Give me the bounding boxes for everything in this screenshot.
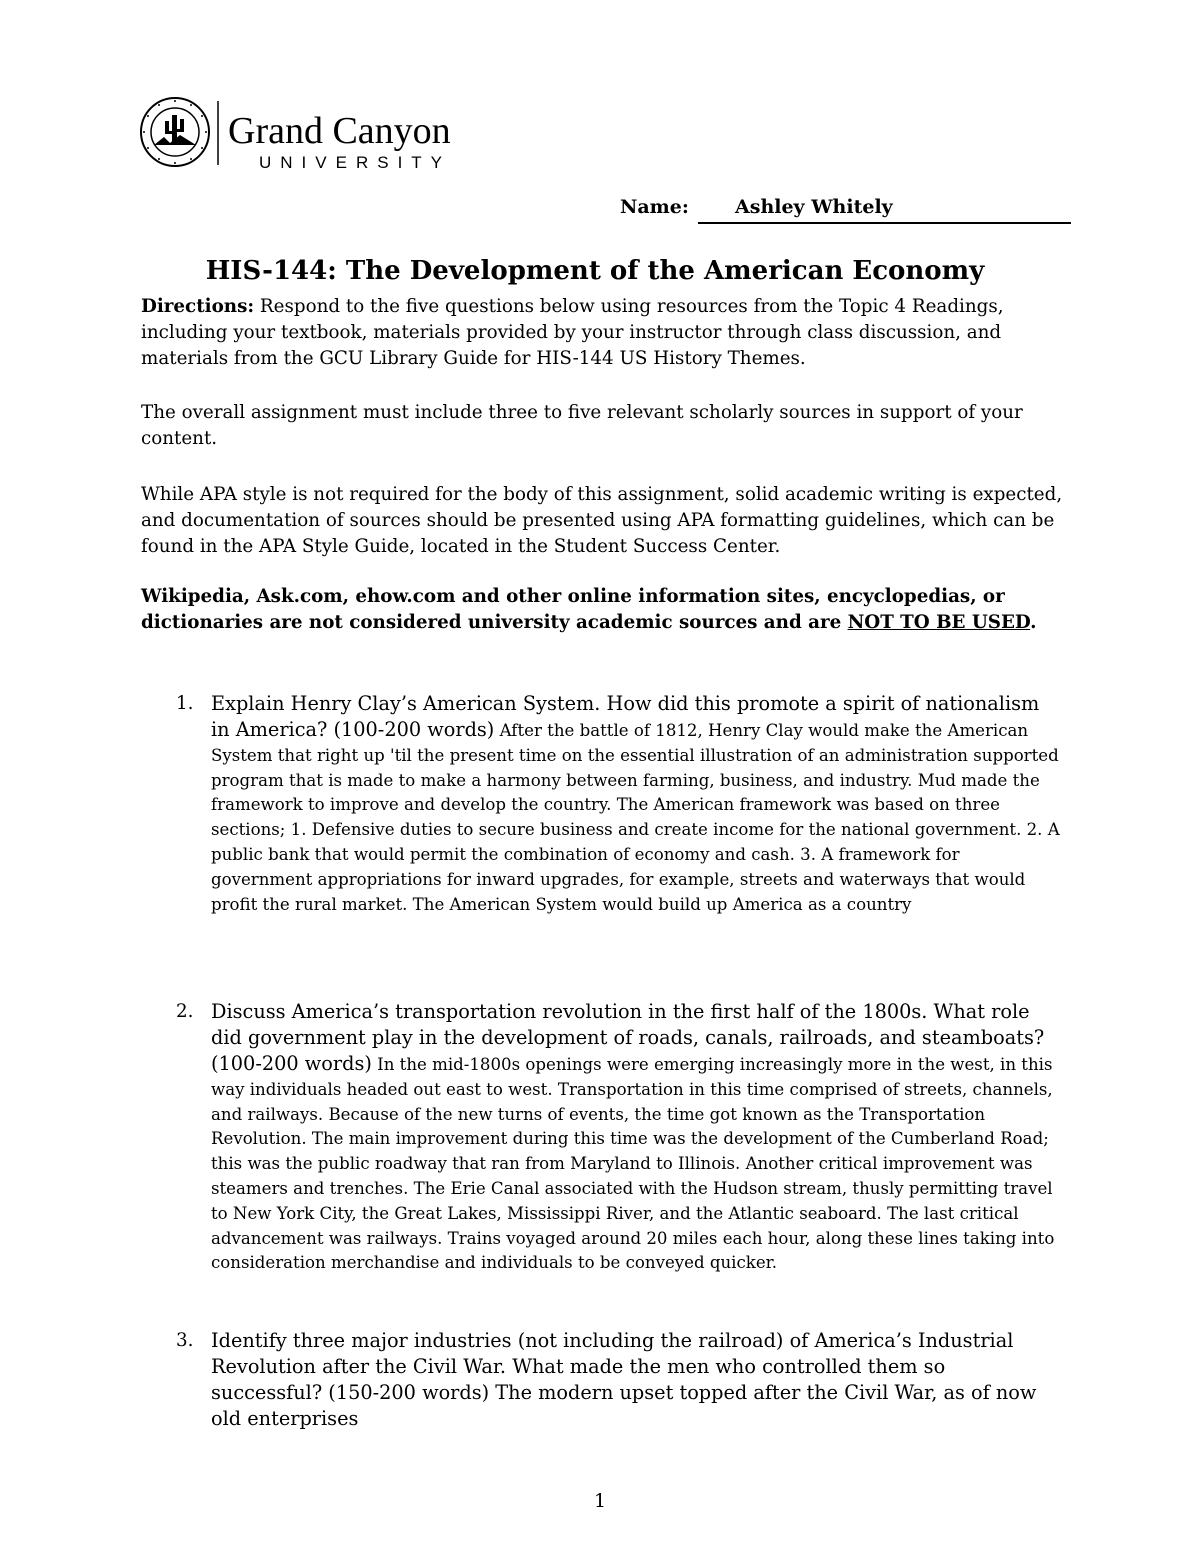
apa-paragraph: While APA style is not required for the body of this assignment, solid academic writing is expected, and documentation of sources should be presented using APA formatting guidelines, which can be found in the APA Style Guide, located in the Student Success Center.: [141, 484, 1063, 557]
university-seal-icon: [138, 95, 498, 170]
logo-wordmark: Grand Canyon: [228, 110, 451, 152]
warning-end: .: [1030, 612, 1037, 633]
document-title: HIS-144: The Development of the American Economy: [205, 256, 985, 286]
warning-emphasis: NOT TO BE USED: [847, 612, 1031, 633]
question-answer: After the battle of 1812, Henry Clay would make the American System that right up 'til the present time on the essential illustration of an administration supported program that is made to make a harmony between farming, business, and industry. Mud made the framework to improve and develop the country. The American framework was based on three sections; 1. Defensive duties to secure business and create income for the national government. 2. A public bank that would permit the combination of economy and cash. 3. A framework for government appropriations for inward upgrades, for example, streets and waterways that would profit the rural market. The American System would build up America as a country: [211, 721, 1060, 914]
question-body: [211, 1328, 1061, 1433]
warning-paragraph: [141, 584, 1081, 636]
question-number: 3.: [176, 1330, 194, 1351]
question-number: 1.: [176, 693, 194, 714]
question-prompt: Identify three major industries (not including the railroad) of America’s Industrial Revolution after the Civil War. What made the men who controlled them so successful? (150-200 words) The modern upset topped after the Civil War, as of now old enterprises: [211, 1329, 1037, 1430]
question-body: [211, 999, 1061, 1276]
page-number: 1: [593, 1490, 607, 1512]
question-number: 2.: [176, 1001, 194, 1022]
directions-paragraph: [141, 294, 1081, 372]
warning-text: Wikipedia, Ask.com, ehow.com and other online information sites, encyclopedias, or dictionaries are not considered university academic sources and are: [141, 586, 1005, 633]
name-underline: [698, 222, 1071, 224]
university-logo: [138, 95, 498, 170]
question-prompt: Discuss America’s transportation revolution in the first half of the 1800s. What role did government play in the development of roads, canals, railroads, and steamboats? (100-200 words): [211, 1000, 1045, 1075]
name-label: Name:: [620, 196, 689, 218]
sources-paragraph: The overall assignment must include three to five relevant scholarly sources in support of your content.: [141, 402, 1023, 449]
question-body: [211, 691, 1061, 917]
logo-subtitle: UNIVERSITY: [259, 153, 452, 170]
directions-text: Respond to the five questions below using resources from the Topic 4 Readings, including your textbook, materials provided by your instructor through class discussion, and materials from the GCU Library Guide for HIS-144 US History Themes.: [141, 296, 1004, 369]
question-answer: In the mid-1800s openings were emerging increasingly more in the west, in this way individuals headed out east to west. Transportation in this time comprised of streets, channels, and railways. Because of the new turns of events, the time got known as the Transportation Revolution. The main improvement during this time was the development of the Cumberland Road; this was the public roadway that ran from Maryland to Illinois. Another critical improvement was steamers and trenches. The Erie Canal associated with the Hudson stream, thusly permitting travel to New York City, the Great Lakes, Mississippi River, and the Atlantic seaboard. The last critical advancement was railways. Trains voyaged around 20 miles each hour, along these lines taking into consideration merchandise and individuals to be conveyed quicker.: [211, 1055, 1055, 1273]
name-value: Ashley Whitely: [735, 196, 893, 218]
question-prompt: Explain Henry Clay’s American System. How did this promote a spirit of nationalism in America? (100-200 words): [211, 692, 1040, 741]
directions-label: Directions:: [141, 296, 255, 317]
